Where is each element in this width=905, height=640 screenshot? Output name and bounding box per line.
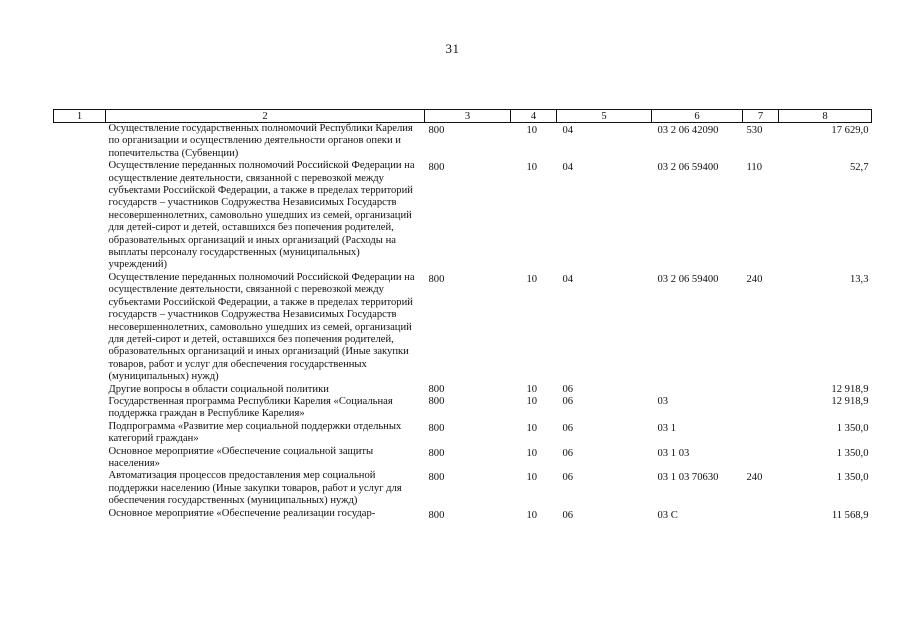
row-section: 10 xyxy=(526,125,538,136)
header-col-7: 7 xyxy=(743,110,779,123)
row-code: 800 xyxy=(428,125,445,136)
row-name: Автоматизация процессов предоставления мер социальной поддержки населению (Иные закупки товаров, работ и услуг для обеспечения государственных (муниципальных) нужд) xyxy=(108,470,402,507)
row-code: 800 xyxy=(428,509,445,521)
row-name: Другие вопросы в области социальной политики xyxy=(108,383,329,395)
row-section: 10 xyxy=(526,422,538,434)
table-row xyxy=(54,446,872,471)
row-code: 800 xyxy=(428,472,445,484)
header-col-1: 1 xyxy=(54,110,106,123)
row-target-article xyxy=(652,384,743,396)
table-row xyxy=(54,123,872,161)
row-target-article: 03 2 06 42090 xyxy=(657,125,719,136)
table-row xyxy=(54,421,872,446)
row-subsection: 06 xyxy=(562,395,574,407)
row-empty-cell xyxy=(54,446,106,471)
row-code: 800 xyxy=(428,383,445,395)
table-row xyxy=(54,396,872,421)
row-sum: 1 350,0 xyxy=(836,447,869,459)
row-name: Осуществление переданных полномочий Российской Федерации на осуществление деятельности, связанной с перевозкой между субъектами Российской Федерации, а также в пределах территорий государств – участников Содружества Независимых Государств несовершеннолетних, самовольно ушедших из семей, организаций для детей-сирот и детей, оставшихся без попечения родителей, образовательных организаций и иных организаций (Расходы на выплаты персоналу государственных (муниципальных) учреждений) xyxy=(108,160,415,271)
row-subsection: 06 xyxy=(562,447,574,459)
row-empty-cell xyxy=(54,421,106,446)
row-target-article: 03 1 xyxy=(657,422,677,434)
row-sum: 11 568,9 xyxy=(831,509,869,521)
row-section: 10 xyxy=(526,383,538,395)
row-sum: 52,7 xyxy=(849,162,869,174)
header-col-6: 6 xyxy=(652,110,743,123)
row-target-article: 03 xyxy=(657,395,669,407)
row-name: Основное мероприятие «Обеспечение реализации государ- xyxy=(108,507,376,519)
row-target-article: 03 2 06 59400 xyxy=(657,162,719,174)
row-section: 10 xyxy=(526,472,538,484)
row-sum: 1 350,0 xyxy=(836,472,869,484)
header-col-4: 4 xyxy=(511,110,557,123)
table-row xyxy=(54,272,872,384)
row-name: Подпрограмма «Развитие мер социальной поддержки отдельных категорий граждан» xyxy=(108,420,402,445)
row-target-article: 03 2 06 59400 xyxy=(657,273,719,285)
row-section: 10 xyxy=(526,273,538,285)
table-row xyxy=(54,470,872,507)
header-row xyxy=(54,110,872,123)
row-expense-type xyxy=(743,421,779,446)
row-code: 800 xyxy=(428,422,445,434)
header-col-5: 5 xyxy=(557,110,652,123)
row-expense-type xyxy=(743,396,779,421)
table-row xyxy=(54,508,872,522)
row-name: Осуществление переданных полномочий Российской Федерации на осуществление деятельности, связанной с перевозкой между субъектами Российской Федерации, а также в пределах территорий государств – участников Содружества Независимых Государств несовершеннолетних, самовольно ушедших из семей, организаций для детей-сирот и детей, оставшихся без попечения родителей, образовательных организаций и иных организаций (Иные закупки товаров, работ и услуг для обеспечения государственных (муниципальных) нужд) xyxy=(108,271,415,383)
row-expense-type xyxy=(743,446,779,471)
row-target-article: 03 С xyxy=(657,509,678,521)
row-subsection: 06 xyxy=(562,383,574,395)
row-sum: 17 629,0 xyxy=(831,125,869,136)
row-empty-cell xyxy=(54,123,106,161)
budget-table xyxy=(53,109,871,522)
row-name: Основное мероприятие «Обеспечение социальной защиты населения» xyxy=(108,445,374,469)
row-subsection: 04 xyxy=(562,162,574,174)
row-subsection: 04 xyxy=(562,273,574,285)
row-subsection: 04 xyxy=(562,125,574,136)
row-empty-cell xyxy=(54,470,106,507)
row-code: 800 xyxy=(428,162,445,174)
table-row xyxy=(54,384,872,396)
row-subsection: 06 xyxy=(562,509,574,521)
row-target-article: 03 1 03 xyxy=(657,447,690,459)
row-code: 800 xyxy=(428,447,445,459)
row-empty-cell xyxy=(54,384,106,396)
table-row xyxy=(54,160,872,272)
row-sum: 12 918,9 xyxy=(831,395,869,407)
row-expense-type: 240 xyxy=(746,472,763,484)
row-section: 10 xyxy=(526,395,538,407)
row-code: 800 xyxy=(428,273,445,285)
row-empty-cell xyxy=(54,272,106,384)
row-expense-type: 240 xyxy=(746,273,763,285)
row-sum: 1 350,0 xyxy=(836,422,869,434)
row-target-article: 03 1 03 70630 xyxy=(657,472,719,484)
row-sum: 12 918,9 xyxy=(831,383,869,395)
header-col-2: 2 xyxy=(106,110,425,123)
row-subsection: 06 xyxy=(562,422,574,434)
budget-table-grid xyxy=(53,109,872,522)
row-expense-type: 110 xyxy=(746,162,762,174)
row-section: 10 xyxy=(526,162,538,174)
row-code: 800 xyxy=(428,395,445,407)
table-body xyxy=(54,123,872,523)
page-number: 31 xyxy=(445,41,460,56)
row-empty-cell xyxy=(54,396,106,421)
row-name: Осуществление государственных полномочий Республики Карелия по организации и осуществлению деятельности органов опеки и попечительства (Субвенции) xyxy=(108,123,413,159)
row-expense-type: 530 xyxy=(746,125,763,136)
row-sum: 13,3 xyxy=(849,273,869,285)
table-header xyxy=(54,110,872,123)
row-name: Государственная программа Республики Карелия «Социальная поддержка граждан в Республике Карелия» xyxy=(108,395,393,420)
row-section: 10 xyxy=(526,509,538,521)
row-empty-cell xyxy=(54,160,106,272)
row-expense-type xyxy=(743,508,779,522)
header-col-3: 3 xyxy=(425,110,511,123)
row-section: 10 xyxy=(526,447,538,459)
row-expense-type xyxy=(743,384,779,396)
row-subsection: 06 xyxy=(562,472,574,484)
row-empty-cell xyxy=(54,508,106,522)
header-col-8: 8 xyxy=(779,110,872,123)
